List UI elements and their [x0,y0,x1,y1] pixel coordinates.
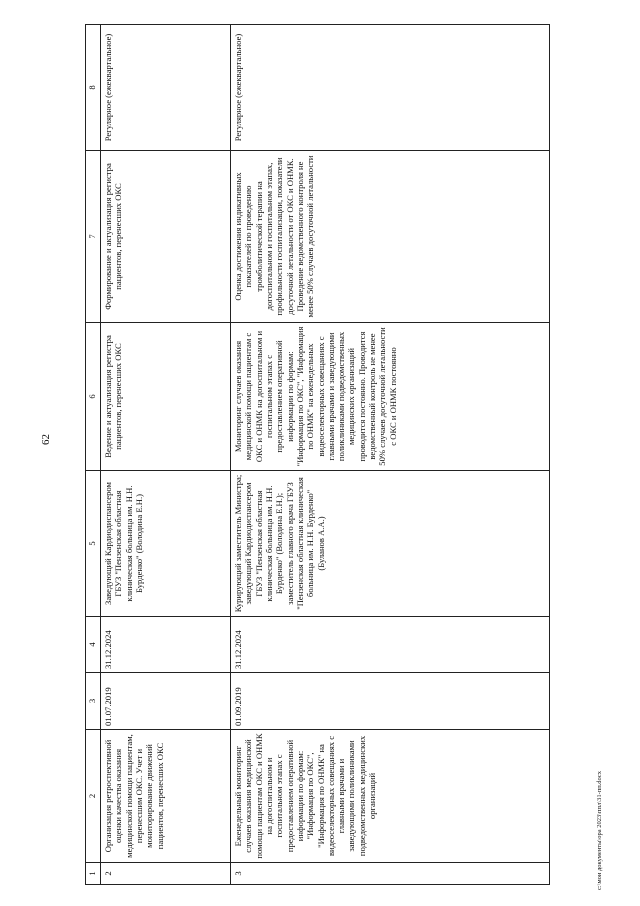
table-row [101,25,231,885]
row-number: 2 [101,863,231,885]
page-number: 62 [40,434,52,445]
rotated-table-wrapper [85,25,550,885]
description-cell: Ведение и актуализация регистра пациентов, перенесших ОКС [101,323,231,471]
column-number: 2 [86,730,101,863]
column-number: 4 [86,617,101,673]
responsible-cell: Заведующий Кардиодиспансером ГБУЗ "Пензенская областная клиническая больница им. Н.Н. Бурденко" (Володина Е.Н.) [101,471,231,617]
frequency-cell: Регулярное (ежеквартальное) [231,25,550,151]
result-cell: Формирование и актуализация регистра пациентов, перенесших ОКС [101,151,231,323]
responsible-cell: Курирующий заместитель Министра; заведующий Кардиодиспансером ГБУЗ "Пензенская областная клиническая больница им. Н.Н. Бурденко" (Володина Е.Н.); заместитель главного врача ГБУЗ "Пензенская областная клиническая больница им. Н.Н. Бурденко" (Буланов А.А.) [231,471,550,617]
end-date-cell: 31.12.2024 [101,617,231,673]
result-cell: Оценка достижения индикативных показателей по проведению тромболитической терапии на догоспитальном и госпитальном этапах, профильности госпитализации, показатели досуточной летальности от ОКС и ОНМК. Проведение ведомственного контроля не менее 50% случаев досуточной летальности [231,151,550,323]
row-number: 3 [231,863,550,885]
activity-cell: Еженедельный мониторинг случаев оказания медицинской помощи пациентам ОКС и ОНМК на догоспитальном и госпитальном этапах с предоставлением оперативной информации по формам: "Информация по ОКС", "Информация по ОНМК" на видеоселекторных совещаниях с главными врачами и заведующими поликлиниками подведомственных медицинских организаций [231,730,550,863]
column-number: 3 [86,673,101,730]
table-row [231,25,550,885]
start-date-cell: 01.09.2019 [231,673,550,730]
column-number: 6 [86,323,101,471]
frequency-cell: Регулярное (ежеквартальное) [101,25,231,151]
start-date-cell: 01.07.2019 [101,673,231,730]
column-number: 7 [86,151,101,323]
footer-file-path: c:\мои документы\ора 2023\ппл\31-пп.docx [596,771,603,890]
column-number: 5 [86,471,101,617]
activity-cell: Организация ретроспективной оценки качества оказания медицинской помощи пациентам, перенесшим ОКС. Учет и мониторирование движений пациентов, перенесших ОКС [101,730,231,863]
column-number: 8 [86,25,101,151]
column-number-row [86,25,101,885]
end-date-cell: 31.12.2024 [231,617,550,673]
description-cell: Мониторинг случаев оказания медицинской помощи пациентам с ОКС и ОНМК на догоспитальном и госпитальном этапах с предоставлением оперативной информации по формам: "Информация по ОКС", "Информация по ОНМК" на еженедельных видеоселекторных совещаниях с главными врачами и заведующими поликлиниками подведомственных медицинских организаций проводится постоянно. Проводится ведомственный контроль не менее 50% случаев досуточной летальности с ОКС и ОНМК постоянно [231,323,550,471]
activities-table [85,24,550,885]
column-number: 1 [86,863,101,885]
